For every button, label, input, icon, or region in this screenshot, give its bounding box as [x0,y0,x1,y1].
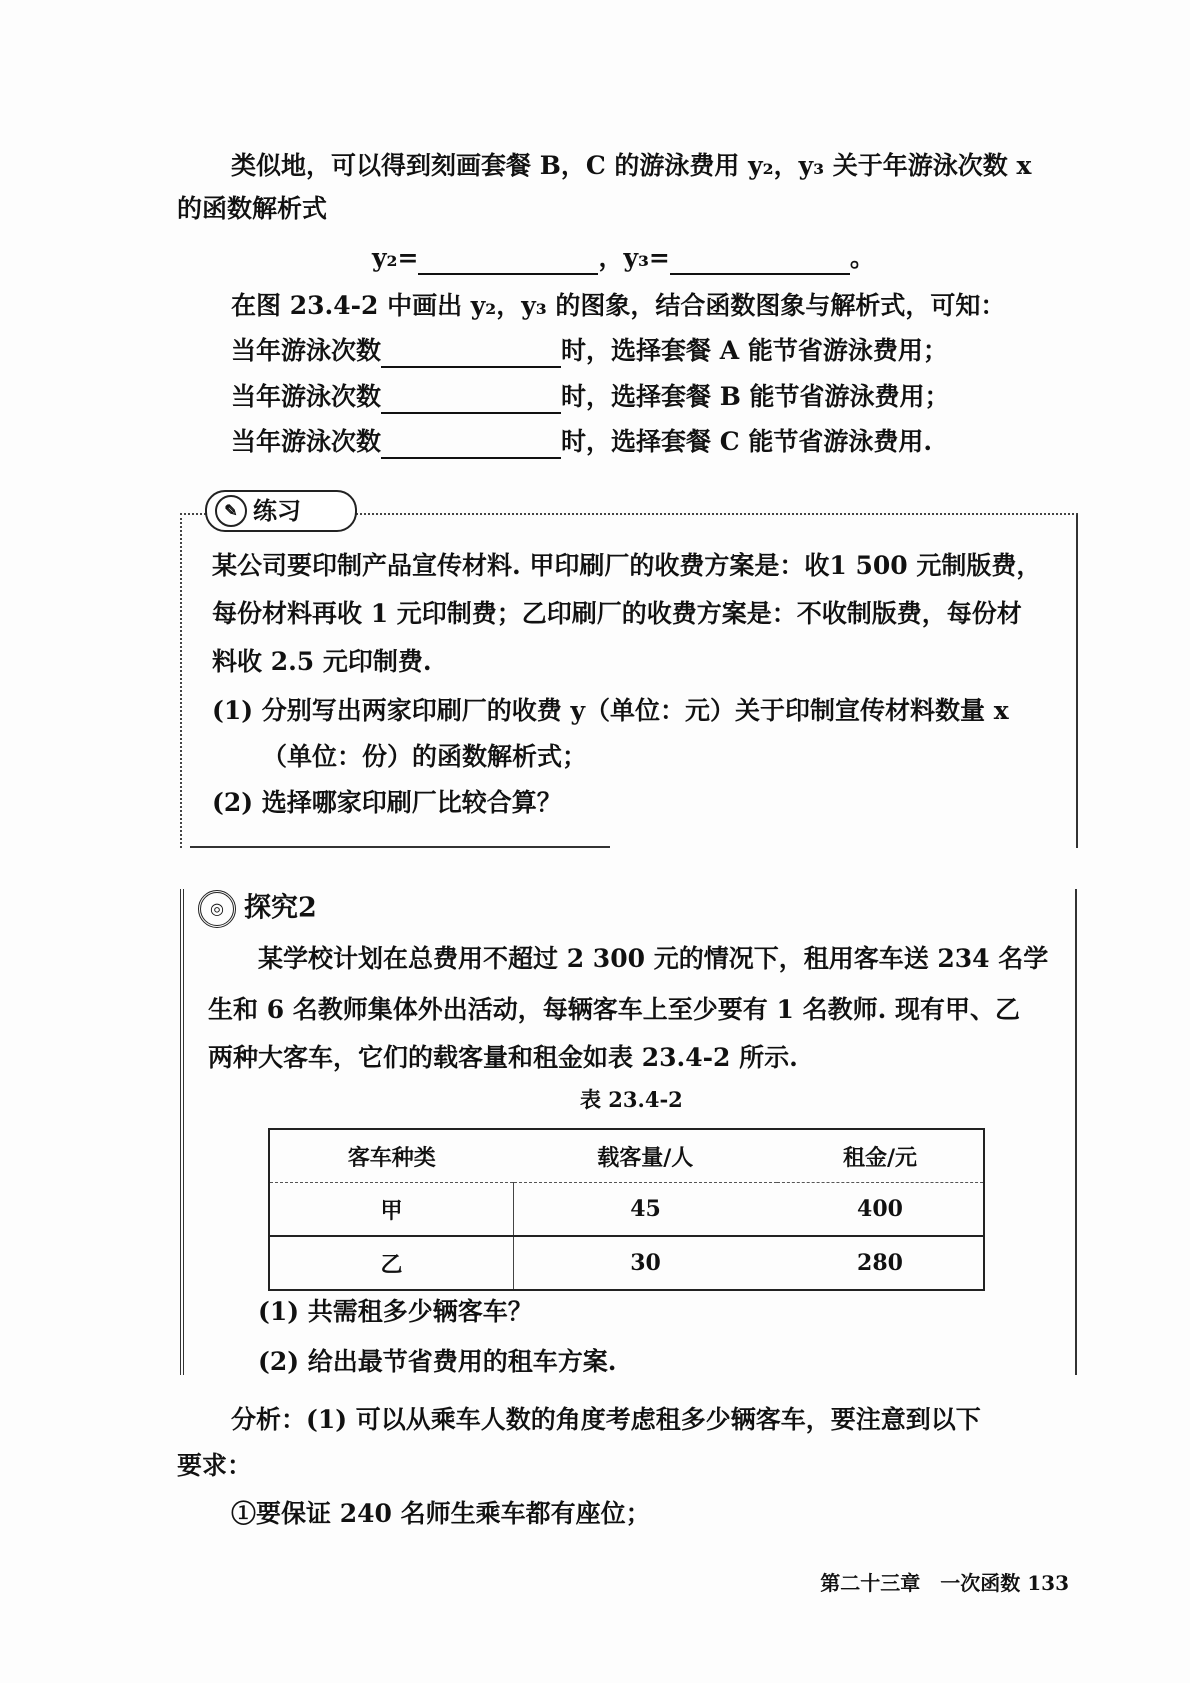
question: (2) 给出最节省费用的租车方案. [258,1347,617,1376]
intro-line: 在图 23.4-2 中画出 y₂，y₃ 的图象，结合函数图象与解析式，可知： [231,291,1006,320]
cell: 400 [777,1183,984,1237]
condition-line [231,334,948,368]
cond-prefix: 当年游泳次数 [231,382,382,411]
cell: 45 [514,1183,777,1237]
explore-line: 某学校计划在总费用不超过 2 300 元的情况下，租用客车送 234 名学 [258,944,1049,973]
cell: 乙 [380,1251,403,1278]
page-footer: 第二十三章 一次函数 133 [820,1571,1069,1595]
cond-prefix: 当年游泳次数 [231,336,382,365]
y3-blank[interactable] [670,247,850,275]
question: (1) 共需租多少辆客车？ [258,1297,533,1326]
cell: 280 [857,1250,903,1276]
condition-line [231,380,950,414]
y2-blank[interactable] [418,247,598,275]
cond-blank[interactable] [381,386,561,414]
cell: 甲 [269,1183,514,1237]
header-cell: 租金/元 [777,1129,984,1183]
explore-header [198,890,317,928]
cond-blank[interactable] [381,340,561,368]
explore-icon: ◎ [198,890,236,928]
practice-title: 练习 [253,496,301,525]
table-row [269,1183,984,1237]
explore-title: 探究2 [244,892,317,924]
y3-label: y₃= [623,243,670,272]
analysis-line: 要求： [177,1451,253,1480]
bus-table [268,1128,985,1291]
practice-line: 某公司要印制产品宣传材料. 甲印刷厂的收费方案是：收1 500 元制版费， [212,551,1042,580]
cond-text: 时，选择套餐 C 能节省游泳费用. [561,427,933,456]
condition-line [231,425,932,459]
table-caption: 表 23.4-2 [580,1087,683,1112]
analysis-line: ①要保证 240 名师生乘车都有座位； [231,1499,651,1528]
practice-header [205,490,357,532]
practice-line: 料收 2.5 元印制费. [212,647,432,676]
cell: 30 [514,1236,777,1290]
practice-box-bottom [190,846,610,848]
header-cell: 客车种类 [269,1129,514,1183]
end: 。 [849,243,875,272]
explore-line: 生和 6 名教师集体外出活动，每辆客车上至少要有 1 名教师. 现有甲、乙 [208,995,1021,1024]
practice-line: 每份材料再收 1 元印制费；乙印刷厂的收费方案是：不收制版费，每份材 [212,599,1022,628]
cond-text: 时，选择套餐 B 能节省游泳费用； [561,382,950,411]
y2-label: y₂= [372,243,419,272]
explore-line: 两种大客车，它们的载客量和租金如表 23.4-2 所示. [208,1043,798,1072]
cond-prefix: 当年游泳次数 [231,427,382,456]
cond-blank[interactable] [381,431,561,459]
practice-line: （单位：份）的函数解析式； [262,742,588,771]
cond-text: 时，选择套餐 A 能节省游泳费用； [561,336,948,365]
table-row [269,1236,984,1290]
sep: ， [598,243,624,272]
pencil-icon: ✎ [215,495,247,527]
table-header-row [269,1129,984,1183]
intro-line: 的函数解析式 [177,194,328,223]
practice-line: (2) 选择哪家印刷厂比较合算？ [212,788,562,817]
practice-line: (1) 分别写出两家印刷厂的收费 y（单位：元）关于印制宣传材料数量 x [212,696,1009,725]
header-cell: 载客量/人 [514,1129,777,1183]
formula-line [372,241,875,275]
analysis-line: 分析：(1) 可以从乘车人数的角度考虑租多少辆客车，要注意到以下 [231,1405,981,1434]
intro-line: 类似地，可以得到刻画套餐 B，C 的游泳费用 y₂，y₃ 关于年游泳次数 x [231,151,1032,180]
